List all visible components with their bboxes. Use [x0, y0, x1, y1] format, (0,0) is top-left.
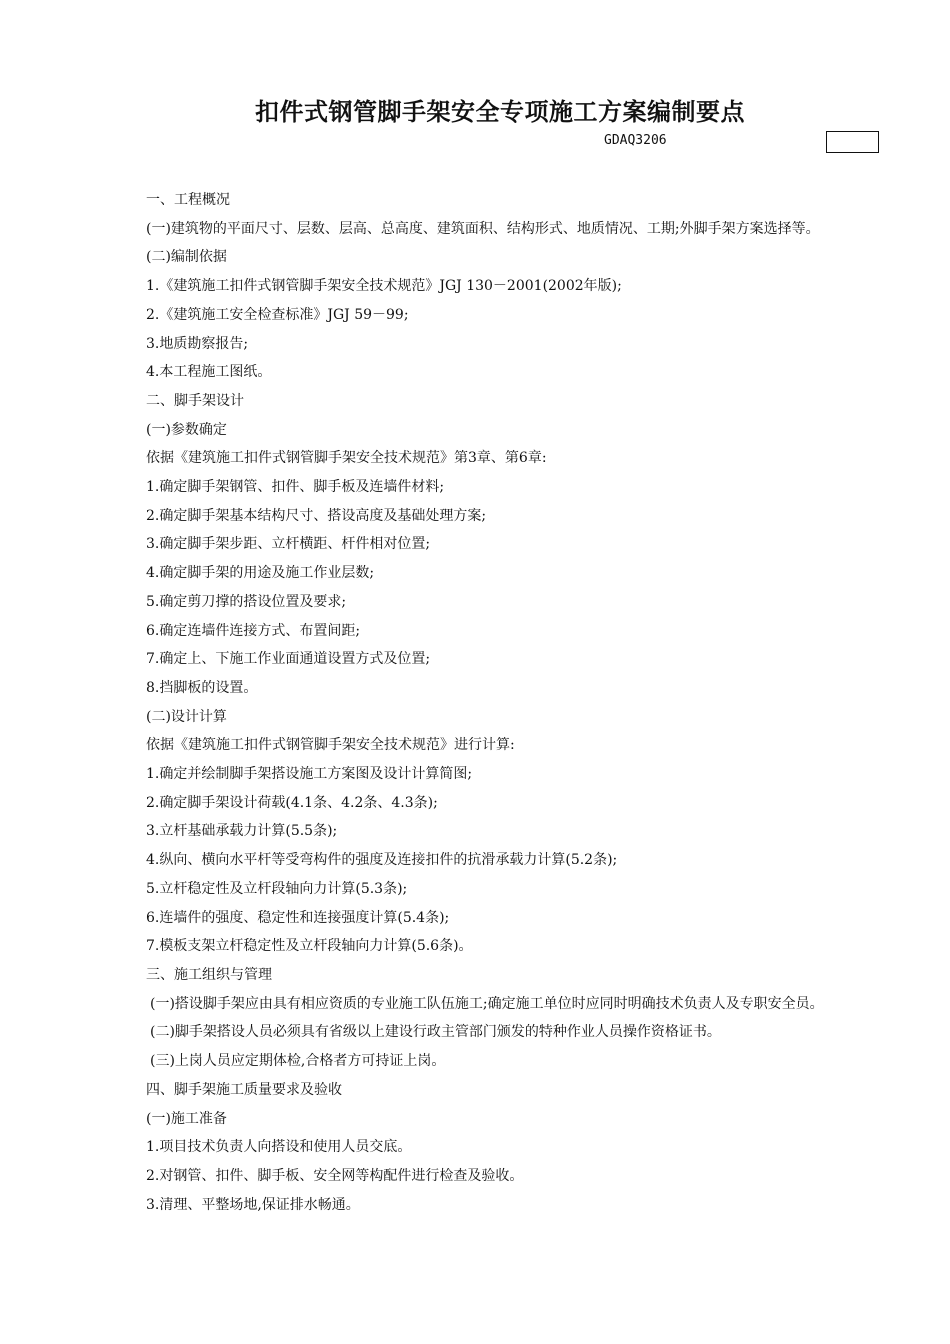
list-item: 6.确定连墙件连接方式、布置间距; — [146, 622, 361, 639]
paragraph: (一)建筑物的平面尺寸、层数、层高、总高度、建筑面积、结构形式、地质情况、工期;外脚手架方案选择等。 — [146, 220, 820, 237]
section-heading: 三、施工组织与管理 — [146, 966, 272, 983]
paragraph: (三)上岗人员应定期体检,合格者方可持证上岗。 — [150, 1053, 446, 1070]
section-heading: 一、工程概况 — [146, 192, 230, 208]
paragraph: 依据《建筑施工扣件式钢管脚手架安全技术规范》进行计算: — [146, 737, 515, 754]
paragraph: (一)搭设脚手架应由具有相应资质的专业施工队伍施工;确定施工单位时应同时明确技术负责人及专职安全员。 — [150, 995, 824, 1012]
list-item: 1.确定脚手架钢管、扣件、脚手板及连墙件材料; — [146, 479, 445, 496]
list-item: 5.确定剪刀撑的搭设位置及要求; — [146, 593, 347, 610]
list-item: 1.项目技术负责人向搭设和使用人员交底。 — [146, 1139, 412, 1156]
list-item: 2.《建筑施工安全检查标准》JGJ 59－99; — [146, 306, 409, 323]
list-item: 3.地质勘察报告; — [146, 335, 249, 352]
list-item: 1.《建筑施工扣件式钢管脚手架安全技术规范》JGJ 130－2001(2002年版); — [146, 278, 622, 295]
list-item: 3.确定脚手架步距、立杆横距、杆件相对位置; — [146, 536, 431, 553]
list-item: 3.清理、平整场地,保证排水畅通。 — [146, 1196, 360, 1213]
list-item: 4.本工程施工图纸。 — [146, 364, 272, 381]
subsection-heading: (一)施工准备 — [146, 1110, 227, 1127]
section-heading: 四、脚手架施工质量要求及验收 — [146, 1081, 342, 1098]
list-item: 7.确定上、下施工作业面通道设置方式及位置; — [146, 651, 431, 668]
subsection-heading: (二)编制依据 — [146, 249, 227, 266]
list-item: 4.确定脚手架的用途及施工作业层数; — [146, 565, 375, 582]
list-item: 3.立杆基础承载力计算(5.5条); — [146, 823, 338, 840]
list-item: 5.立杆稳定性及立杆段轴向力计算(5.3条); — [146, 880, 408, 897]
list-item: 4.纵向、横向水平杆等受弯构件的强度及连接扣件的抗滑承载力计算(5.2条); — [146, 852, 618, 869]
paragraph: 依据《建筑施工扣件式钢管脚手架安全技术规范》第3章、第6章: — [146, 450, 547, 467]
document-code: GDAQ3206 — [604, 133, 667, 148]
list-item: 2.确定脚手架设计荷载(4.1条、4.2条、4.3条); — [146, 794, 438, 811]
document-title: 扣件式钢管脚手架安全专项施工方案编制要点 — [255, 98, 745, 126]
paragraph: (二)脚手架搭设人员必须具有省级以上建设行政主管部门颁发的特种作业人员操作资格证书。 — [150, 1024, 721, 1041]
list-item: 6.连墙件的强度、稳定性和连接强度计算(5.4条); — [146, 909, 450, 926]
list-item: 8.挡脚板的设置。 — [146, 679, 258, 696]
subsection-heading: (二)设计计算 — [146, 708, 227, 725]
list-item: 7.模板支架立杆稳定性及立杆段轴向力计算(5.6条)。 — [146, 938, 473, 955]
section-heading: 二、脚手架设计 — [146, 392, 244, 409]
subsection-heading: (一)参数确定 — [146, 421, 227, 438]
document-body — [112, 186, 892, 1219]
list-item: 2.对钢管、扣件、脚手板、安全网等构配件进行检查及验收。 — [146, 1167, 524, 1184]
code-box — [826, 131, 879, 153]
list-item: 1.确定并绘制脚手架搭设施工方案图及设计计算简图; — [146, 766, 473, 783]
list-item: 2.确定脚手架基本结构尺寸、搭设高度及基础处理方案; — [146, 507, 487, 524]
